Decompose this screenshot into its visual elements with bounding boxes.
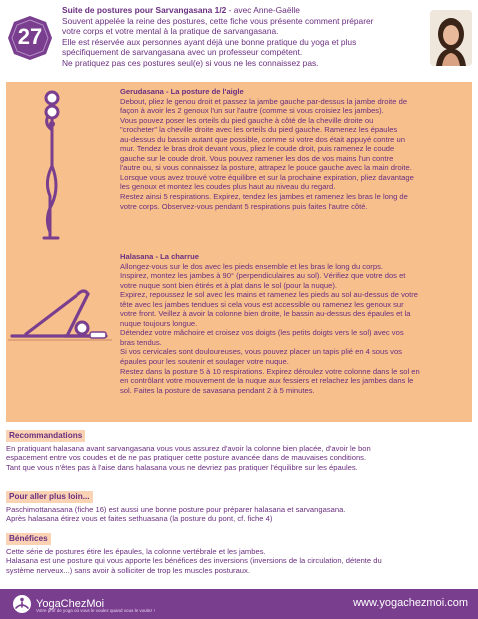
halasana-line: tête avec les jambes tendues si cela vous est accessible ou ramenez les genoux sur (120, 299, 404, 309)
garudasana-line: mur. Tendez le bras droit devant vous, pliez le coude droit, puis ramenez le coude (120, 144, 395, 154)
intro-line: spécifiquement de sarvangasana avec un professeur compétent. (62, 47, 303, 58)
garudasana-line: Vous pouvez poser les orteils du pied gauche à côté de la cheville droite ou (120, 115, 374, 125)
plus-loin-line: Paschimottanasana (fiche 16) est aussi une bonne posture pour préparer halasana et sarvangasana. (6, 504, 346, 514)
halasana-line: sol. Faites la posture de savasana pendant 2 à 5 minutes. (120, 385, 315, 395)
intro (62, 5, 422, 69)
website-link[interactable]: www.yogachezmoi.com (353, 597, 468, 609)
halasana-line: épaules pour les soutenir et soulager votre nuque. (120, 357, 289, 367)
yoga-logo-icon (12, 594, 32, 614)
halasana-line: nuque toujours longue. (120, 318, 198, 328)
benefices-line: Halasana est une posture qui vous apporte les bénéfices des inversions (inversions de la circulation, détente du (6, 556, 382, 566)
recommandations-line: En pratiquant halasana avant sarvangasana vous vous assurez d'avoir la colonne bien placée, d'avoir le bon (6, 443, 371, 453)
benefices-line: Cette série de postures étire les épaules, la colonne vertébrale et les jambes. (6, 546, 266, 556)
halasana-line: Allongez-vous sur le dos avec les pieds ensemble et les bras le long du corps. (120, 261, 383, 271)
benefices-line: système nerveux...) sans avoir à solliciter de trop les muscles posturaux. (6, 565, 250, 575)
card-number: 27 (17, 24, 43, 49)
garudasana-line: votre corps. Observez-vous pendant 5 respirations puis faites l'autre côté. (120, 201, 368, 211)
brand-tagline: Votre prof de yoga où vous le voulez quand vous le voulez ! (36, 608, 155, 613)
benefices-heading: Bénéfices (6, 533, 51, 545)
header (0, 0, 478, 84)
plus-loin-line: Après halasana étirez vous et faites sethuasana (la posture du pont, cf. fiche 4) (6, 514, 273, 524)
benefices-section (6, 533, 472, 575)
halasana-heading: Halasana - La charrue (120, 252, 199, 261)
plus-loin-section (6, 491, 472, 524)
garudasana-line: au-dessus du bassin autant que possible, comme si votre dos était appuyé contre un (120, 134, 405, 144)
recommandations-heading: Recommandations (6, 430, 85, 442)
garudasana-heading: Gerudasana - La posture de l'aigle (120, 87, 244, 96)
recommandations-section (6, 430, 472, 472)
garudasana-line: Restez ainsi 5 respirations. Expirez, tendez les jambes et ramenez les bras le long de (120, 192, 408, 202)
halasana-line: votre front. Veillez à avoir la colonne bien droite, le bassin au-dessus des épaules et la (120, 309, 411, 319)
card-number-badge (6, 14, 54, 62)
intro-line: Souvent appelée la reine des postures, cette fiche vous présente comment préparer (62, 15, 374, 26)
halasana-line: en contrôlant votre mouvement de la nuque aux fessiers et relachez les jambes dans le (120, 376, 414, 386)
halasana-line: Expirez, repoussez le sol avec les mains et ramenez les pieds au sol au-dessus de votre (120, 290, 418, 300)
page-title: Suite de postures pour Sarvangasana 1/2 - avec Anne-Gaëlle (62, 5, 300, 15)
plough-pose-figure (6, 274, 116, 354)
halasana-line: Si vos cervicales sont douloureuses, vous pouvez placer un tapis plié en 4 sous vos (120, 347, 402, 357)
garudasana-line: façon à avoir les 2 genoux l'un sur l'autre (comme si vous croisiez les jambes). (120, 106, 384, 116)
garudasana-line: Lorsque vous avez trouvé votre équilibre et sur la prochaine expiration, pliez davantage (120, 172, 414, 182)
eagle-pose-figure (30, 86, 74, 246)
halasana-line: votre nuque sont bien étirés et à plat dans le sol (pour la nuque). (120, 280, 337, 290)
halasana-section (120, 252, 466, 395)
author: - avec Anne-Gaëlle (226, 5, 300, 15)
brand-logo[interactable] (12, 593, 155, 615)
garudasana-line: l'autre ou, si vous connaissez la posture, attrapez le pouce gauche avec la main droite. (120, 163, 412, 173)
intro-line: Ne pratiquez pas ces postures seul(e) si vous ne les connaissez pas. (62, 57, 319, 68)
recommandations-line: espacement entre vos coudes et de ne pas pratiquer cette posture avancée dans de mauvaises conditions. (6, 453, 367, 463)
garudasana-line: "crocheter" la cheville droite avec les orteils du pied gauche. Ramenez les épaules (120, 125, 398, 135)
intro-line: votre corps et votre mental à la pratique de sarvangasana. (62, 26, 279, 37)
recommandations-line: Tant que vous n'êtes pas à l'aise dans halasana vous ne devriez pas pratiquer l'équilibre sur les épaules. (6, 462, 358, 472)
halasana-line: bras tendus. (120, 337, 162, 347)
garudasana-line: les genoux et montez les coudes plus haut au niveau du regard. (120, 182, 336, 192)
footer (0, 589, 478, 619)
garudasana-line: gauche sur le coude droit. Vous pouvez ramener les dos de vos mains l'un contre (120, 153, 394, 163)
halasana-line: Restez dans la posture 5 à 10 respirations. Expirez déroulez votre colonne dans le sol en (120, 366, 420, 376)
instructor-photo (430, 10, 472, 66)
garudasana-section (120, 87, 466, 211)
halasana-line: Détendez votre mâchoire et croisez vos doigts (les petits doigts vers le sol) avec vos (120, 328, 404, 338)
brand-name: YogaChezMoi (36, 598, 105, 610)
plus-loin-heading: Pour aller plus loin... (6, 491, 93, 503)
halasana-line: Inspirez, montez les jambes à 90° (perpendiculaires au sol). Vérifiez que votre dos et (120, 271, 406, 281)
garudasana-line: Debout, pliez le genou droit et passez la jambe gauche par-dessus la jambe droite de (120, 96, 408, 106)
postures-panel (6, 82, 472, 422)
intro-line: Elle est réservée aux personnes ayant déjà une bonne pratique du yoga et plus (62, 36, 357, 47)
